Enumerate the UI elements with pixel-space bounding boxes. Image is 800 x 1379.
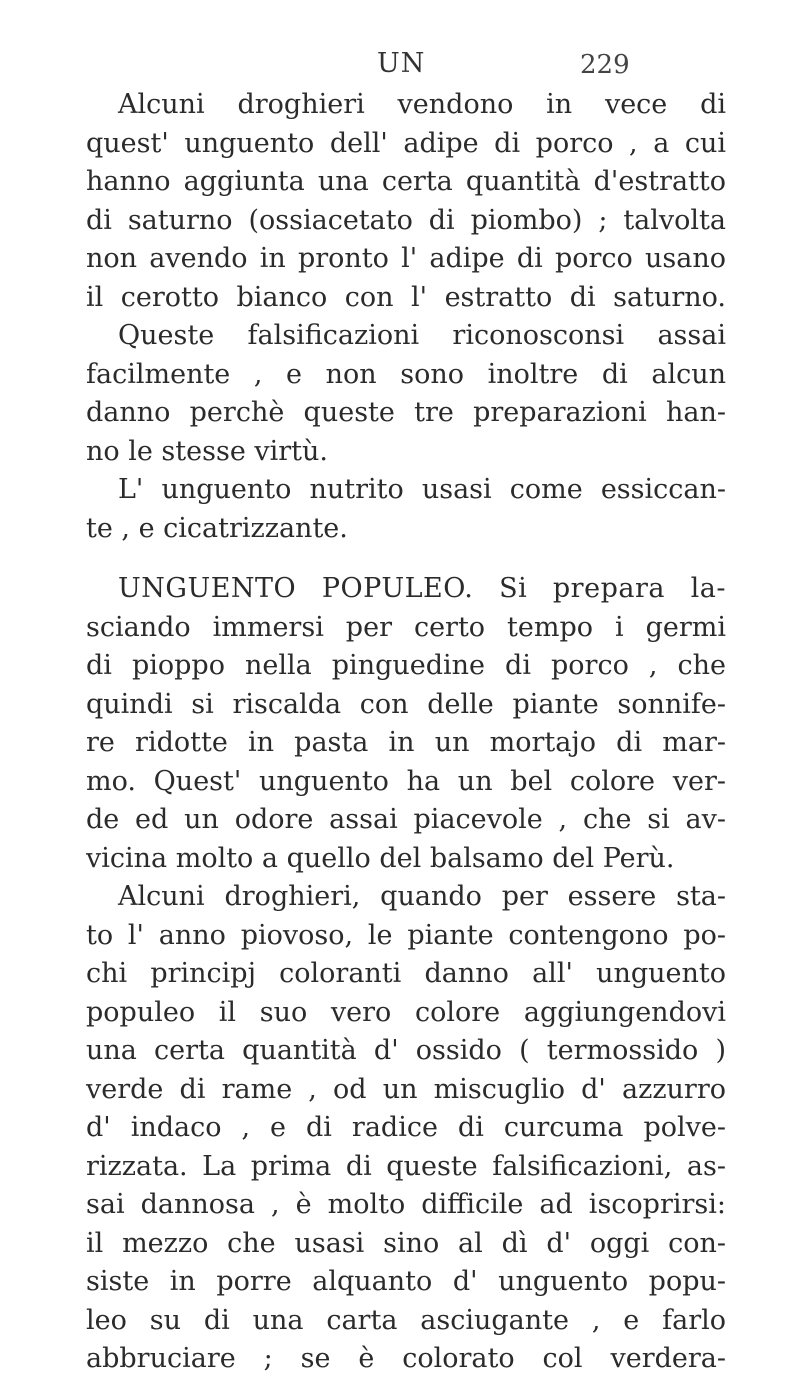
body-text [86, 86, 726, 1379]
text-line: siste in porre alquanto d' unguento popu- [86, 1266, 726, 1297]
section-gap [86, 548, 726, 570]
text-line: to l' anno piovoso, le piante contengono po- [86, 919, 726, 951]
text-line: UNGUENTO POPULEO. Si prepara la- [118, 573, 726, 604]
text-line: re ridotte in pasta in un mortajo di mar- [86, 727, 726, 758]
text-line: populeo il suo vero colore aggiungendovi [86, 996, 726, 1028]
text-line: L' unguento nutrito usasi come essiccan- [118, 474, 726, 505]
text-line: il mezzo che usasi sino al dì d' oggi con- [86, 1227, 726, 1259]
text-line: danno perchè queste tre preparazioni han- [86, 397, 726, 428]
text-line: il cerotto bianco con l' estratto di saturno. [86, 281, 726, 313]
text-line: no le stesse virtù. [86, 435, 328, 467]
running-head-title: UN [377, 48, 426, 79]
text-line: te , e cicatrizzante. [86, 512, 348, 544]
paragraph-unguento-nutrito [86, 471, 726, 548]
text-line: Queste falsificazioni riconosconsi assai [118, 320, 726, 351]
text-line: sai dannosa , è molto difficile ad iscoprirsi: [86, 1189, 726, 1220]
page-number: 229 [580, 50, 630, 80]
text-line: non avendo in pronto l' adipe di porco usano [86, 243, 726, 274]
text-line: mo. Quest' unguento ha un bel colore ver- [86, 765, 726, 797]
text-line: d' indaco , e di radice di curcuma polve- [86, 1112, 726, 1143]
text-line: de ed un odore assai piacevole , che si av- [86, 804, 726, 835]
text-line: di saturno (ossiacetato di piombo) ; talvolta [86, 204, 726, 236]
running-head [0, 48, 800, 88]
text-line: Alcuni droghieri vendono in vece di [118, 89, 726, 120]
text-line: verde di rame , od un miscuglio d' azzurro [86, 1073, 726, 1105]
text-line: facilmente , e non sono inoltre di alcun [86, 358, 726, 390]
text-line: Alcuni droghieri, quando per essere sta- [118, 881, 726, 912]
text-line: sciando immersi per certo tempo i germi [86, 611, 726, 643]
text-line: abbruciare ; se è colorato col verdera- [86, 1343, 726, 1374]
paragraph-adulteration [86, 86, 726, 471]
text-line: una certa quantità d' ossido ( termossido ) [86, 1035, 726, 1066]
text-line: vicina molto a quello del balsamo del Perù. [86, 842, 675, 874]
text-line: rizzata. La prima di queste falsificazioni, as- [86, 1150, 726, 1182]
text-line: hanno aggiunta una certa quantità d'estratto [86, 166, 726, 197]
text-line: quest' unguento dell' adipe di porco , a cui [86, 127, 726, 159]
text-line: quindi si riscalda con delle piante sonnife- [86, 688, 726, 720]
text-line: chi principj coloranti danno all' unguento [86, 958, 726, 989]
paragraph-falsificazioni [86, 878, 726, 1379]
text-line: di pioppo nella pinguedine di porco , che [86, 650, 726, 681]
text-line: leo su di una carta asciugante , e farlo [86, 1304, 726, 1336]
paragraph-unguento-populeo [86, 570, 726, 878]
